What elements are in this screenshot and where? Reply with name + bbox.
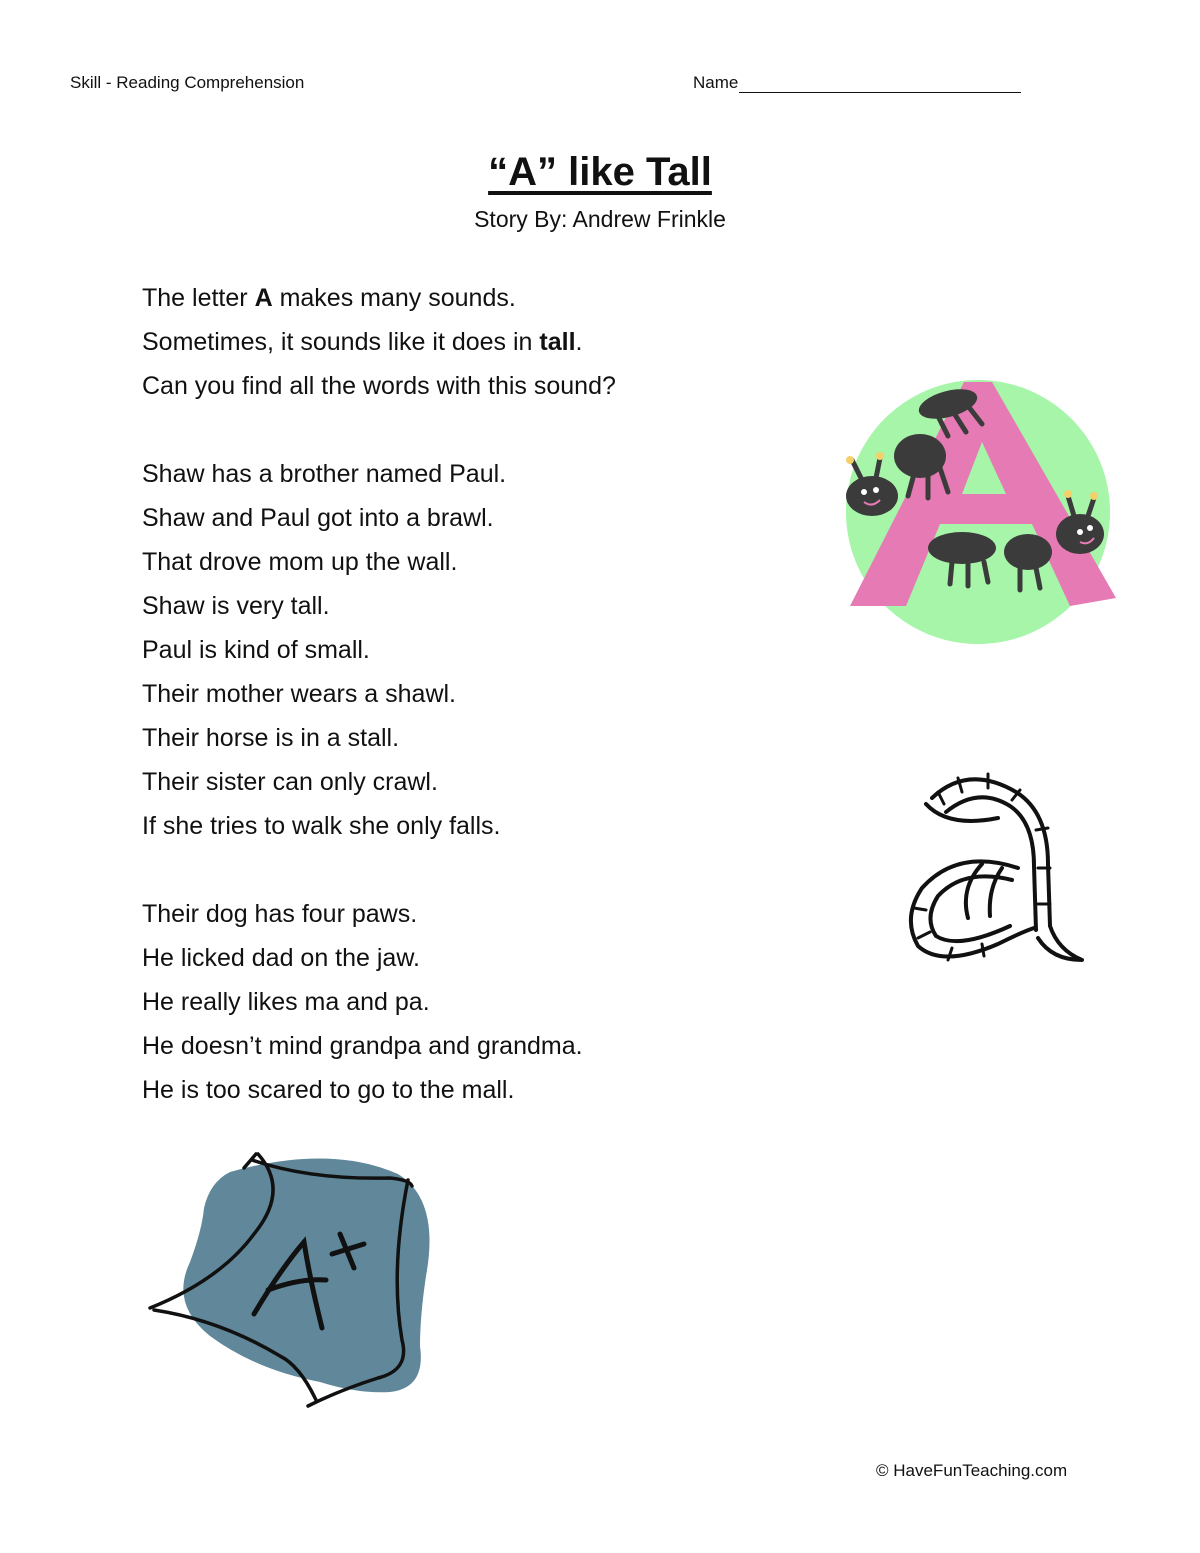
stanza1-line: Their sister can only crawl. [142,768,438,796]
stanza1-line: Shaw has a brother named Paul. [142,460,507,488]
stanza2-line: He licked dad on the jaw. [142,944,420,972]
a-plus-paper-image [140,1150,440,1410]
intro-line-3: Can you find all the words with this sound? [142,372,616,400]
stanza1-line: Paul is kind of small. [142,636,370,664]
story-byline: Story By: Andrew Frinkle [474,206,726,232]
stanza1-line: Shaw is very tall. [142,592,330,620]
stanza2-line: He is too scared to go to the mall. [142,1076,515,1104]
stanza2-line: Their dog has four paws. [142,900,418,928]
name-field [693,73,1021,93]
name-line[interactable] [739,74,1021,93]
stanza1-line: Their mother wears a shawl. [142,680,457,708]
copyright-footer: © HaveFunTeaching.com [876,1461,1068,1480]
stanza1-line: Their horse is in a stall. [142,724,400,752]
name-label: Name [693,73,739,92]
intro-line-2: Sometimes, it sounds like it does in tall. [142,328,583,356]
story-title: “A” like Tall [488,150,712,194]
intro-line-1: The letter A makes many sounds. [142,284,516,312]
story-text [142,276,616,1112]
skill-label: Skill - Reading Comprehension [70,73,305,92]
ants-letter-a-image [832,376,1120,644]
stanza1-line: That drove mom up the wall. [142,548,458,576]
stanza2-line: He really likes ma and pa. [142,988,430,1016]
stanza1-line: Shaw and Paul got into a brawl. [142,504,494,532]
stanza2-line: He doesn’t mind grandpa and grandma. [142,1032,583,1060]
stanza1-line: If she tries to walk she only falls. [142,812,501,840]
decorative-letter-a-image [898,768,1088,968]
